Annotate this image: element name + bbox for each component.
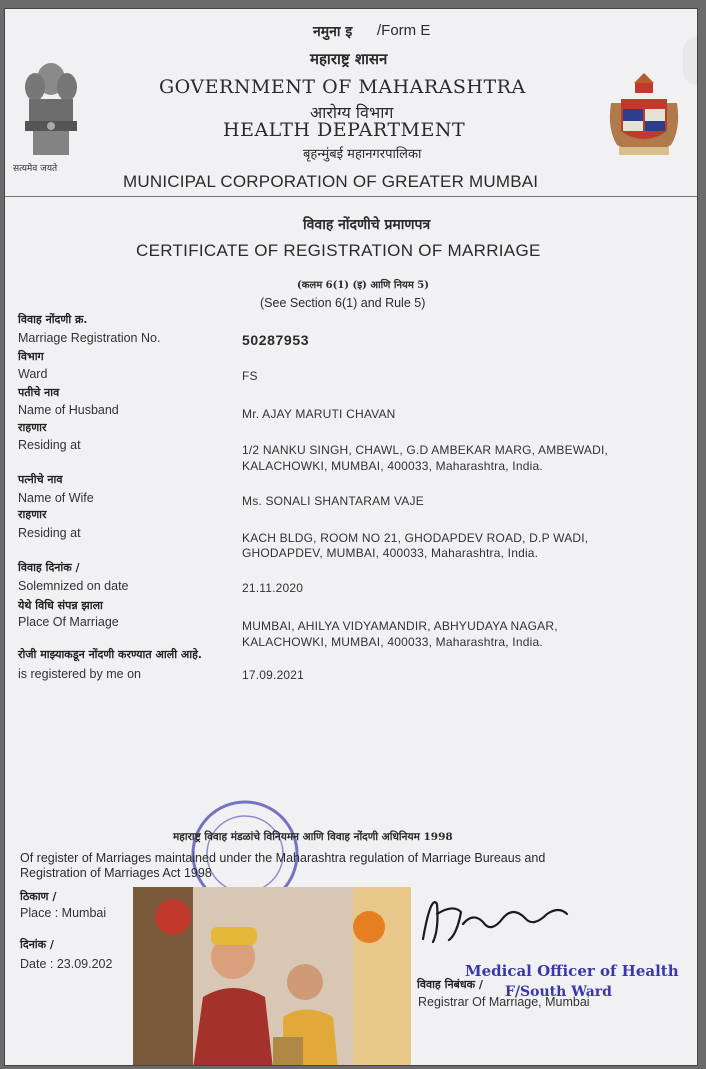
- marriage-place-line1: MUMBAI, AHILYA VIDYAMANDIR, ABHYUDAYA NAGAR,: [242, 619, 558, 633]
- emblem-caption: सत्यमेव जयते: [13, 164, 58, 174]
- header-divider: [5, 196, 697, 197]
- government-title: GOVERNMENT OF MAHARASHTRA: [159, 76, 526, 98]
- field-label: Ward: [18, 367, 48, 381]
- registrar-label-mr: विवाह निबंधक /: [417, 978, 483, 991]
- act-name-mr: महाराष्ट्र विवाह मंडळांचे विनियमन आणि विवाह नोंदणी अधिनियम 1998: [173, 831, 453, 843]
- field-label-mr: रोजी माझ्याकडून नोंदणी करण्यात आली आहे.: [18, 648, 202, 661]
- act-text-line1: Of register of Marriages maintained under the Maharashtra regulation of Marriage Bureaus and: [20, 851, 546, 865]
- place-value: Place : Mumbai: [20, 906, 107, 920]
- husband-address-line2: KALACHOWKI, MUMBAI, 400033, Maharashtra, India.: [242, 459, 543, 473]
- solemnized-date-value: 21.11.2020: [242, 581, 304, 595]
- form-label-en: /Form E: [377, 22, 431, 39]
- field-label-mr: विभाग: [18, 350, 44, 363]
- wife-address-line1: KACH BLDG, ROOM NO 21, GHODAPDEV ROAD, D.P WADI,: [242, 531, 589, 545]
- act-text-line2: Registration of Marriages Act 1998: [20, 866, 212, 880]
- form-label-mr: नमुना इ: [313, 24, 353, 40]
- field-label-mr: राहणार: [18, 421, 47, 434]
- section-ref-en: (See Section 6(1) and Rule 5): [260, 296, 426, 310]
- field-label: Name of Wife: [18, 491, 94, 505]
- issue-date-value: Date : 23.09.202: [20, 957, 113, 971]
- health-department-title: HEALTH DEPARTMENT: [223, 119, 466, 141]
- field-label: Name of Husband: [18, 403, 119, 417]
- state-name-mr: महाराष्ट्र शासन: [310, 50, 388, 68]
- field-label-mr: पतीचे नाव: [18, 386, 60, 399]
- field-label: Marriage Registration No.: [18, 331, 161, 345]
- wife-name-value: Ms. SONALI SHANTARAM VAJE: [242, 494, 424, 508]
- corporation-title: MUNICIPAL CORPORATION OF GREATER MUMBAI: [123, 172, 539, 191]
- field-label: is registered by me on: [18, 667, 141, 681]
- field-label: Residing at: [18, 526, 81, 540]
- lion-capital-emblem-icon: [15, 49, 87, 179]
- marriage-place-line2: KALACHOWKI, MUMBAI, 400033, Maharashtra, India.: [242, 635, 543, 649]
- certificate-title-mr: विवाह नोंदणीचे प्रमाणपत्र: [303, 217, 431, 233]
- registration-number-value: 50287953: [242, 332, 310, 348]
- field-label-mr: विवाह नोंदणी क्र.: [18, 313, 88, 326]
- certificate-page: [4, 8, 698, 1066]
- place-label-mr: ठिकाण /: [20, 890, 57, 903]
- field-label: Solemnized on date: [18, 579, 129, 593]
- corporation-mr: बृहन्मुंबई महानगरपालिका: [303, 147, 422, 162]
- registrar-title: Registrar Of Marriage, Mumbai: [418, 995, 590, 1009]
- field-label: Residing at: [18, 438, 81, 452]
- page-edge-tab: [683, 37, 697, 85]
- health-dept-mr: आरोग्य विभाग: [310, 103, 394, 122]
- section-ref-mr: (कलम 6(1) (इ) आणि नियम 5): [297, 280, 429, 291]
- registered-date-value: 17.09.2021: [242, 668, 305, 682]
- field-label-mr: विवाह दिनांक /: [18, 561, 80, 574]
- wife-address-line2: GHODAPDEV, MUMBAI, 400033, Maharashtra, India.: [242, 546, 539, 560]
- field-label-mr: पत्नीचे नाव: [18, 473, 63, 486]
- ward-value: FS: [242, 369, 258, 383]
- officer-signature: [413, 884, 573, 954]
- field-label: Place Of Marriage: [18, 615, 119, 629]
- field-label-mr: येथे विधि संपन्न झाला: [18, 599, 103, 612]
- husband-name-value: Mr. AJAY MARUTI CHAVAN: [242, 407, 396, 421]
- officer-stamp-line1: Medical Officer of Health: [465, 962, 679, 980]
- couple-photograph: [133, 887, 411, 1066]
- date-label-mr: दिनांक /: [20, 938, 54, 951]
- field-label-mr: राहणार: [18, 508, 47, 521]
- certificate-title: CERTIFICATE OF REGISTRATION OF MARRIAGE: [136, 241, 541, 260]
- municipal-corporation-crest-icon: [605, 69, 683, 161]
- officer-stamp-line2: F/South Ward: [505, 984, 612, 1000]
- husband-address-line1: 1/2 NANKU SINGH, CHAWL, G.D AMBEKAR MARG, AMBEWADI,: [242, 443, 609, 457]
